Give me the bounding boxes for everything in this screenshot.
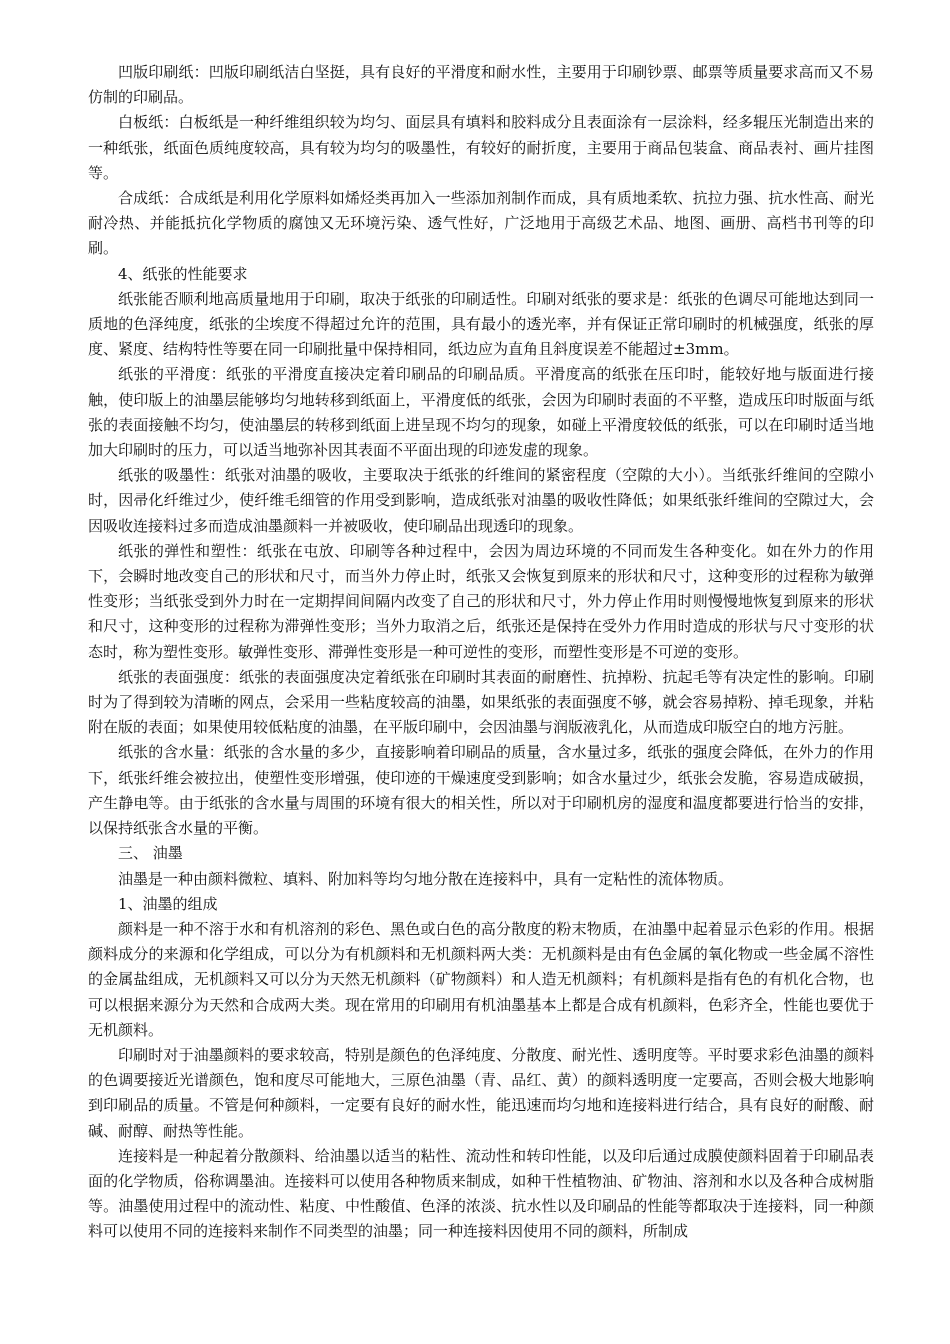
paragraph-ink-absorbency: 纸张的吸墨性：纸张对油墨的吸收，主要取决于纸张的纤维间的紧密程度（空隙的大小）。当纸张纤维间的空隙小时，因帚化纤维过少，使纤维毛细管的作用受到影响，造成纸张对油墨的吸收性降低；如果纸张纤维间的空隙过大，会因吸收连接料过多而造成油墨颜料一并被吸收，使印刷品出现透印的现象。: [88, 466, 874, 535]
paragraph-white-board-paper: 白板纸：白板纸是一种纤维组织较为均匀、面层具有填料和胶料成分且表面涂有一层涂料，经多辊压光制造出来的一种纸张，纸面色质纯度较高，具有较为均匀的吸墨性，有较好的耐折度，主要用于商品包装盒、商品表衬、画片挂图等。: [88, 113, 874, 182]
section-heading-paper-performance: 4、纸张的性能要求: [118, 264, 248, 283]
paragraph-smoothness: 纸张的平滑度：纸张的平滑度直接决定着印刷品的印刷品质。平滑度高的纸张在压印时，能较好地与版面进行接触，使印版上的油墨层能够均匀地转移到纸面上，平滑度低的纸张，会因为印刷时表面的不平整，造成压印时版面与纸张的表面接触不均匀，使油墨层的转移到纸面上进呈现不均匀的现象，如碰上平滑度较低的纸张，可以在印刷时适当地加大印刷时的压力，可以适当地弥补因其表面不平面出现的印迹发虚的现象。: [88, 365, 874, 460]
paragraph-pigments: 颜料是一种不溶于水和有机溶剂的彩色、黑色或白色的高分散度的粉末物质，在油墨中起着显示色彩的作用。根据颜料成分的来源和化学组成，可以分为有机颜料和无机颜料两大类：无机颜料是由有色金属的氧化物或一些金属不溶性的金属盐组成，无机颜料又可以分为天然无机颜料（矿物颜料）和人造无机颜料；有机颜料是指有色的有机化合物，也可以根据来源分为天然和合成两大类。现在常用的印刷用有机油墨基本上都是合成有机颜料，色彩齐全，性能也要优于无机颜料。: [88, 919, 874, 1039]
paragraph-pigment-requirements: 印刷时对于油墨颜料的要求较高，特别是颜色的色泽纯度、分散度、耐光性、透明度等。平时要求彩色油墨的颜料的色调要接近光谱颜色，饱和度尽可能地大，三原色油墨（青、品红、黄）的颜料透明度一定要高，否则会极大地影响到印刷品的质量。不管是何种颜料，一定要有良好的耐水性，能迅速而均匀地和连接料进行结合，具有良好的耐酸、耐碱、耐醇、耐热等性能。: [88, 1045, 874, 1140]
section-heading-ink-composition: 1、油墨的组成: [118, 894, 218, 913]
paragraph-ink-definition: 油墨是一种由颜料微粒、填料、附加料等均匀地分散在连接料中，具有一定粘性的流体物质。: [118, 869, 734, 888]
paragraph-moisture-content: 纸张的含水量：纸张的含水量的多少，直接影响着印刷品的质量，含水量过多，纸张的强度会降低，在外力的作用下，纸张纤维会被拉出，使塑性变形增强，使印迹的干燥速度受到影响；如含水量过少，纸张会发脆，容易造成破损，产生静电等。由于纸张的含水量与周围的环境有很大的相关性，所以对于印刷机房的湿度和温度都要进行恰当的安排，以保持纸张含水量的平衡。: [88, 743, 874, 838]
section-heading-ink: 三、 油墨: [118, 844, 183, 863]
paragraph-surface-strength: 纸张的表面强度：纸张的表面强度决定着纸张在印刷时其表面的耐磨性、抗掉粉、抗起毛等有决定性的影响。印刷时为了得到较为清晰的网点，会采用一些粘度较高的油墨，如果纸张的表面强度不够，就会容易掉粉、掉毛现象，并粘附在版的表面；如果使用较低粘度的油墨，在平版印刷中，会因油墨与润版液乳化，从而造成印版空白的地方污脏。: [88, 667, 874, 737]
paragraph-gravure-paper: 凹版印刷纸：凹版印刷纸洁白坚挺，具有良好的平滑度和耐水性，主要用于印刷钞票、邮票等质量要求高而又不易仿制的印刷品。: [88, 63, 874, 107]
document-page: [88, 60, 874, 1245]
paragraph-vehicle: 连接料是一种起着分散颜料、给油墨以适当的粘性、流动性和转印性能，以及印后通过成膜使颜料固着于印刷品表面的化学物质，俗称调墨油。连接料可以使用各种物质来制成，如种干性植物油、矿物油、溶剂和水以及各种合成树脂等。油墨使用过程中的流动性、粘度、中性酸值、色泽的浓淡、抗水性以及印刷品的性能等都取决于连接料，同一种颜料可以使用不同的连接料来制作不同类型的油墨；同一种连接料因使用不同的颜料，所制成: [88, 1146, 874, 1241]
paragraph-printability: 纸张能否顺利地高质量地用于印刷，取决于纸张的印刷适性。印刷对纸张的要求是：纸张的色调尽可能地达到同一质地的色泽纯度，纸张的尘埃度不得超过允许的范围，具有最小的透光率，并有保证正常印刷时的机械强度，纸张的厚度、紧度、结构特性等要在同一印刷批量中保持相同，纸边应为直角且斜度误差不能超过±3mm。: [88, 289, 874, 359]
paragraph-elasticity-plasticity: 纸张的弹性和塑性：纸张在屯放、印刷等各种过程中，会因为周边环境的不同而发生各种变化。如在外力的作用下，会瞬时地改变自己的形状和尺寸，而当外力停止时，纸张又会恢复到原来的形状和尺寸，这种变形的过程称为敏弹性变形；当纸张受到外力时在一定期捍间间隔内改变了自己的形状和尺寸，外力停止作用时则慢慢地恢复到原来的形状和尺寸，这种变形的过程称为滞弹性变形；当外力取消之后，纸张还是保持在受外力作用时造成的形状与尺寸变形的状态时，称为塑性变形。敏弹性变形、滞弹性变形是一种可逆性的变形，而塑性变形是不可逆的变形。: [88, 541, 874, 661]
paragraph-synthetic-paper: 合成纸：合成纸是利用化学原料如烯烃类再加入一些添加剂制作而成，具有质地柔软、抗拉力强、抗水性高、耐光耐冷热、并能抵抗化学物质的腐蚀又无环境污染、透气性好，广泛地用于高级艺术品、地图、画册、高档书刊等的印刷。: [88, 189, 874, 258]
